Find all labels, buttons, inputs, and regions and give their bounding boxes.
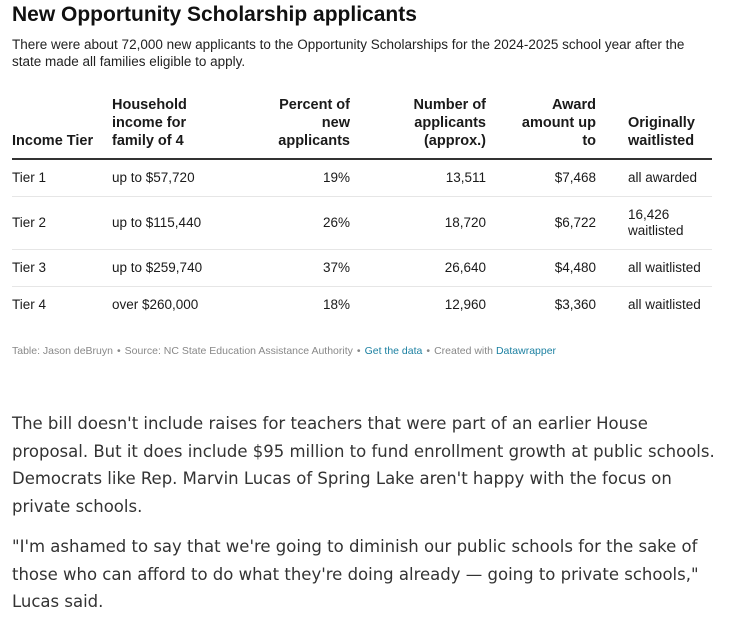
cell-waitlisted: all waitlisted — [628, 297, 701, 312]
separator-dot: • — [116, 345, 121, 357]
cell-percent: 19% — [252, 159, 350, 197]
cell-percent: 18% — [322, 297, 350, 312]
column-header-percent[interactable]: Percent of new applicants — [252, 96, 350, 159]
chart-footer-notes — [12, 345, 556, 357]
article-paragraph: "I'm ashamed to say that we're going to diminish our public schools for the sake of those who can afford to do what they're doing already — going to private schools," Lucas said. — [12, 537, 699, 611]
cell-waitlisted: 16,426 waitlisted — [596, 197, 712, 250]
column-header-income-tier[interactable]: Income Tier — [12, 96, 112, 159]
datawrapper-link[interactable]: Datawrapper — [495, 345, 557, 357]
cell-percent: 26% — [252, 197, 350, 250]
column-header-award[interactable]: Award amount up to — [486, 96, 596, 159]
created-with-text: Created with — [434, 345, 494, 357]
credit-text: Table: Jason deBruyn — [12, 345, 113, 357]
cell-waitlisted: all waitlisted — [596, 250, 712, 287]
cell-award: $6,722 — [486, 197, 596, 250]
column-header-household-income[interactable]: Household income for family of 4 — [112, 96, 252, 159]
cell-income: over $260,000 — [112, 297, 199, 312]
get-data-link[interactable]: Get the data — [364, 345, 423, 357]
cell-percent: 37% — [252, 250, 350, 287]
cell-award: $3,360 — [554, 297, 596, 312]
column-header-number[interactable]: Number of applicants (approx.) — [350, 96, 486, 159]
table-row — [12, 287, 712, 324]
column-header-waitlisted[interactable]: Originally waitlisted — [596, 96, 712, 159]
article-paragraph: The bill doesn't include raises for teachers that were part of an earlier House proposal. But it does include $95 million to fund enrollment growth at public schools. Democrats like Rep. Marvin Lucas of Spring Lake aren't happy with the focus on private schools. — [12, 414, 715, 516]
cell-tier: Tier 3 — [12, 250, 112, 287]
cell-award: $7,468 — [486, 159, 596, 197]
chart-description: There were about 72,000 new applicants to the Opportunity Scholarships for the 2024-2025 school year after the state made all families eligible to apply. — [12, 37, 685, 69]
cell-income: up to $115,440 — [112, 197, 252, 250]
scholarship-table — [12, 96, 712, 323]
table-header-row — [12, 96, 712, 159]
chart-title: New Opportunity Scholarship applicants — [12, 3, 417, 26]
source-text: Source: NC State Education Assistance Authority — [124, 345, 353, 357]
cell-income: up to $57,720 — [112, 159, 252, 197]
datawrapper-table-embed — [12, 0, 715, 611]
table-row — [12, 197, 712, 250]
cell-award: $4,480 — [486, 250, 596, 287]
cell-tier: Tier 4 — [12, 297, 47, 312]
cell-number: 12,960 — [444, 297, 486, 312]
cell-income: up to $259,740 — [112, 250, 252, 287]
separator-dot: • — [356, 345, 361, 357]
cell-tier: Tier 2 — [12, 197, 112, 250]
cell-number: 18,720 — [350, 197, 486, 250]
cell-number: 13,511 — [350, 159, 486, 197]
article-body — [12, 410, 717, 629]
cell-number: 26,640 — [350, 250, 486, 287]
table-row — [12, 159, 712, 197]
separator-dot: • — [426, 345, 431, 357]
cell-tier: Tier 1 — [12, 159, 112, 197]
cell-waitlisted: all awarded — [596, 159, 712, 197]
table-row — [12, 250, 712, 287]
